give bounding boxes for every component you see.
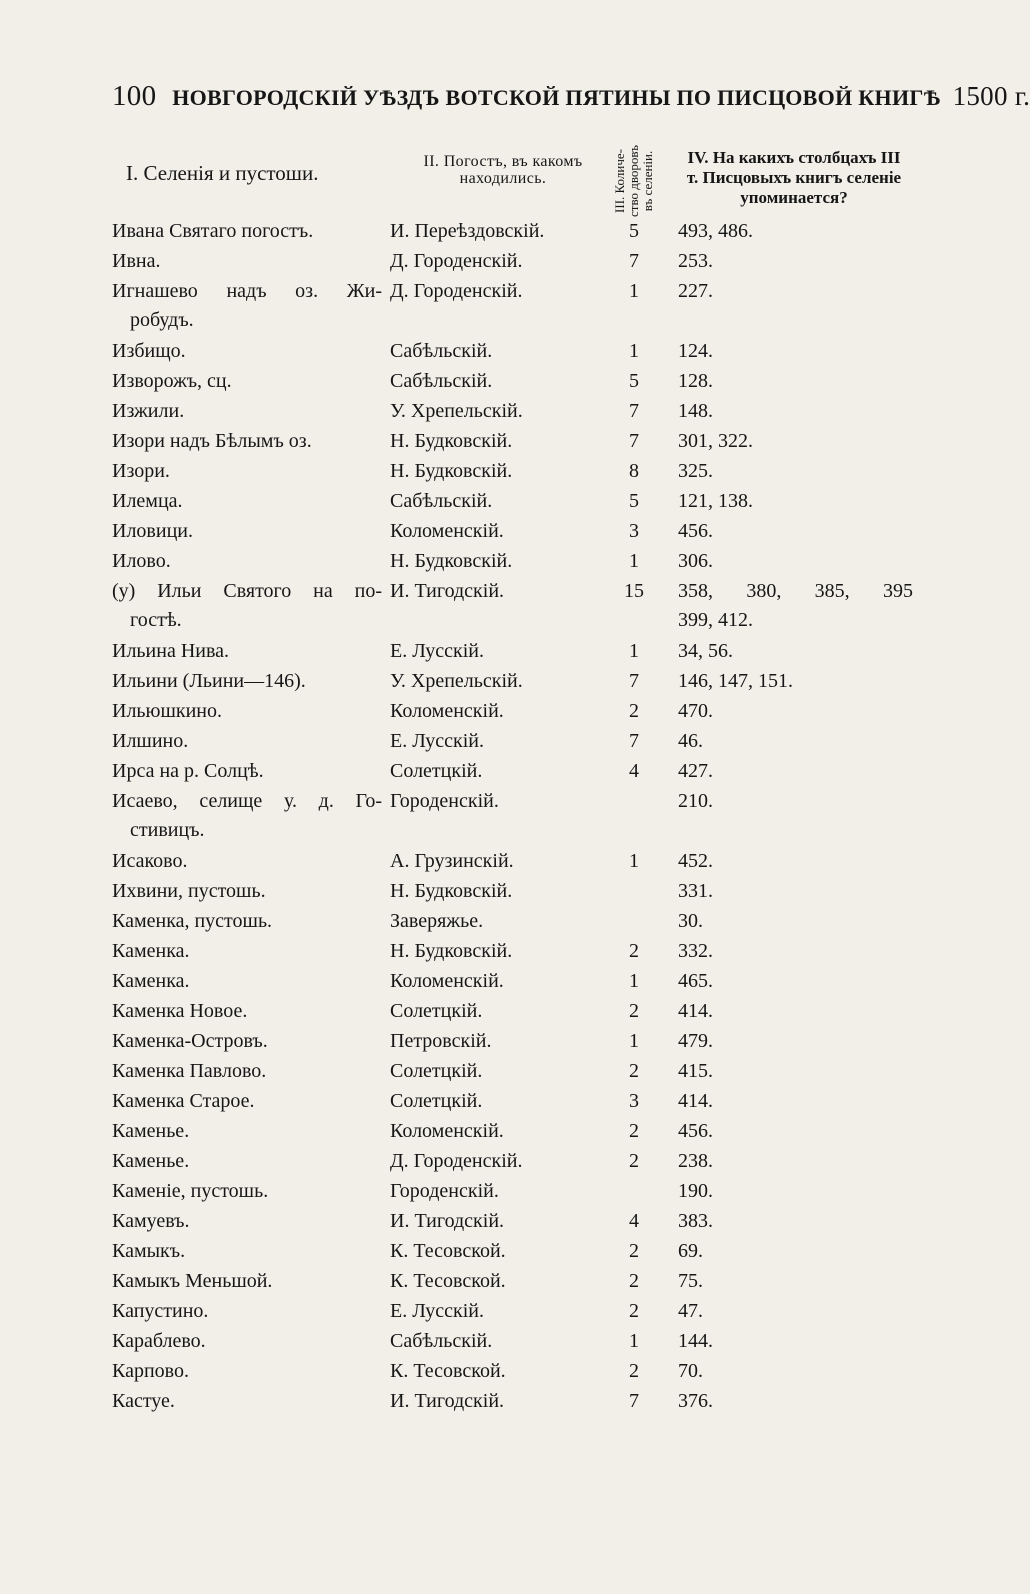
settlement-name-text: Ивана Святаго погостъ. [112, 220, 314, 242]
column-references-text: 427. [678, 760, 713, 782]
settlement-name-continuation: гостѣ. [130, 609, 182, 631]
column-references [678, 1180, 913, 1203]
settlement-name [112, 850, 382, 873]
table-row [0, 1210, 1000, 1240]
household-count: 2 [629, 1060, 639, 1082]
household-count: 7 [629, 670, 639, 692]
household-count: 7 [629, 430, 639, 452]
settlement-name [112, 1060, 382, 1083]
table-row [0, 370, 1000, 400]
settlement-name-text: Камуевъ. [112, 1210, 190, 1232]
household-count: 2 [629, 940, 639, 962]
pogost-name: Петровскій. [390, 1030, 492, 1052]
table-row [0, 550, 1000, 580]
column-header-columns: IV. На какихъ столбцахъ III т. Писцовыхъ книгъ селеніе упоминается? [686, 148, 902, 208]
table-row [0, 520, 1000, 550]
table-row [0, 1030, 1000, 1060]
settlement-name [112, 640, 382, 663]
household-count: 5 [629, 370, 639, 392]
pogost-name: Сабѣльскій. [390, 490, 493, 512]
column-references-text: 376. [678, 1390, 713, 1412]
household-count: 1 [629, 1030, 639, 1052]
settlement-name-text: Каменка. [112, 970, 190, 992]
table-row [0, 490, 1000, 520]
settlement-name [112, 1330, 382, 1353]
pogost-name: Н. Будковскій. [390, 880, 513, 902]
table-row [0, 580, 1000, 631]
column-references [678, 520, 913, 543]
table-row [0, 760, 1000, 790]
table-row [0, 1300, 1000, 1330]
settlement-name [112, 1390, 382, 1413]
settlement-name-text: Камыкъ. [112, 1240, 186, 1262]
column-references [678, 580, 913, 631]
settlement-name [112, 460, 382, 483]
household-count: 4 [629, 760, 639, 782]
column-references-text: 30. [678, 910, 703, 932]
settlement-name [112, 1000, 382, 1023]
household-count: 7 [629, 1390, 639, 1412]
settlement-name-text: Каменка Новое. [112, 1000, 248, 1022]
column-references-text: 414. [678, 1000, 713, 1022]
settlement-name-text: Избищо. [112, 340, 186, 362]
pogost-name: Д. Городенскій. [390, 250, 523, 272]
settlement-name-text: Ильюшкино. [112, 700, 223, 722]
column-references-text: 144. [678, 1330, 713, 1352]
pogost-name: К. Тесовской. [390, 1240, 506, 1262]
pogost-name: У. Хрепельскій. [390, 400, 523, 422]
settlement-name-text: Каменка-Островъ. [112, 1030, 268, 1052]
settlement-name [112, 400, 382, 423]
column-references-text: 358, 380, 385, 395 [678, 580, 913, 602]
table-row [0, 340, 1000, 370]
settlement-name [112, 340, 382, 363]
settlement-name [112, 1150, 382, 1173]
pogost-name: Сабѣльскій. [390, 1330, 493, 1352]
settlement-name-text: Илово. [112, 550, 171, 572]
settlement-name-text: Каменка Старое. [112, 1090, 255, 1112]
table-row [0, 790, 1000, 841]
pogost-name: Заверяжье. [390, 910, 484, 932]
pogost-name: Е. Лусскій. [390, 730, 485, 752]
settlement-name [112, 1120, 382, 1143]
settlement-name-text: Каменка. [112, 940, 190, 962]
column-references-text: 124. [678, 340, 713, 362]
column-references-text: 46. [678, 730, 703, 752]
column-references [678, 460, 913, 483]
settlement-name-text: (у) Ильи Святого на по- [112, 580, 382, 602]
column-references-continuation: 399, 412. [678, 609, 753, 631]
settlement-name-text: Ивна. [112, 250, 161, 272]
column-header-households-line3: въ селеніи. [640, 150, 656, 212]
pogost-name: Н. Будковскій. [390, 430, 513, 452]
table-row [0, 220, 1000, 250]
pogost-name: И. Тигодскій. [390, 1210, 505, 1232]
column-references-text: 414. [678, 1090, 713, 1112]
column-header-settlements: I. Селенія и пустоши. [126, 161, 319, 185]
settlement-name-text: Каменка, пустошь. [112, 910, 273, 932]
page-number: 100 [112, 80, 157, 112]
household-count: 1 [629, 970, 639, 992]
settlement-name [112, 520, 382, 543]
column-references [678, 1210, 913, 1233]
column-references-text: 70. [678, 1360, 703, 1382]
table-row [0, 280, 1000, 331]
household-count: 2 [629, 1360, 639, 1382]
settlement-name-text: Капустино. [112, 1300, 209, 1322]
column-references-text: 75. [678, 1270, 703, 1292]
column-references [678, 910, 913, 933]
column-references-text: 47. [678, 1300, 703, 1322]
settlement-name-text: Изори надъ Бѣлымъ оз. [112, 430, 312, 452]
column-references [678, 550, 913, 573]
column-references-text: 69. [678, 1240, 703, 1262]
pogost-name: И. Тигодскій. [390, 1390, 505, 1412]
pogost-name: Д. Городенскій. [390, 280, 523, 302]
settlement-name [112, 1210, 382, 1233]
settlement-name [112, 1180, 382, 1203]
settlement-name [112, 880, 382, 903]
pogost-name: Коломенскій. [390, 520, 504, 542]
pogost-name: Е. Лусскій. [390, 1300, 485, 1322]
table-row [0, 640, 1000, 670]
household-count: 2 [629, 1270, 639, 1292]
settlement-name [112, 940, 382, 963]
column-references [678, 1270, 913, 1293]
column-references [678, 1330, 913, 1353]
column-references [678, 1240, 913, 1263]
column-references [678, 850, 913, 873]
settlement-name-text: Каменіе, пустошь. [112, 1180, 269, 1202]
settlement-name-text: Игнашево надъ оз. Жи- [112, 280, 382, 302]
pogost-name: К. Тесовской. [390, 1360, 506, 1382]
household-count: 8 [629, 460, 639, 482]
column-references-text: 332. [678, 940, 713, 962]
settlement-name [112, 970, 382, 993]
column-references [678, 970, 913, 993]
household-count: 7 [629, 730, 639, 752]
settlement-name [112, 580, 382, 631]
column-references [678, 880, 913, 903]
settlement-name [112, 490, 382, 513]
column-references [678, 1150, 913, 1173]
household-count: 1 [629, 1330, 639, 1352]
table-row [0, 1000, 1000, 1030]
column-references [678, 730, 913, 753]
table-row [0, 1120, 1000, 1150]
settlement-name [112, 250, 382, 273]
settlement-name [112, 790, 382, 841]
pogost-name: Сабѣльскій. [390, 370, 493, 392]
page-year: 1500 г. [952, 81, 1030, 111]
column-references [678, 760, 913, 783]
table-row [0, 1060, 1000, 1090]
column-references-text: 493, 486. [678, 220, 753, 242]
household-count: 7 [629, 400, 639, 422]
pogost-name: У. Хрепельскій. [390, 670, 523, 692]
pogost-name: Д. Городенскій. [390, 1150, 523, 1172]
settlement-name [112, 760, 382, 783]
column-references [678, 1090, 913, 1113]
column-references [678, 790, 913, 813]
column-references [678, 700, 913, 723]
table-row [0, 400, 1000, 430]
column-references-text: 331. [678, 880, 713, 902]
household-count: 7 [629, 250, 639, 272]
column-references [678, 250, 913, 273]
table-row [0, 700, 1000, 730]
pogost-name: И. Тигодскій. [390, 580, 505, 602]
settlement-name [112, 910, 382, 933]
settlement-name [112, 730, 382, 753]
settlement-name [112, 1090, 382, 1113]
table-row [0, 670, 1000, 700]
pogost-name: К. Тесовской. [390, 1270, 506, 1292]
settlement-name-text: Кастуе. [112, 1390, 175, 1412]
household-count: 2 [629, 1120, 639, 1142]
pogost-name: Н. Будковскій. [390, 550, 513, 572]
settlement-name [112, 1270, 382, 1293]
table-row [0, 1360, 1000, 1390]
pogost-name: Солетцкій. [390, 1000, 483, 1022]
settlement-name-text: Ильини (Льини—146). [112, 670, 306, 692]
column-references [678, 280, 913, 303]
column-references-text: 146, 147, 151. [678, 670, 793, 692]
column-references-text: 452. [678, 850, 713, 872]
settlement-name-text: Каменка Павлово. [112, 1060, 267, 1082]
settlement-name-text: Исаево, селище у. д. Го- [112, 790, 382, 812]
household-count: 15 [624, 580, 644, 602]
column-references [678, 1360, 913, 1383]
pogost-name: Коломенскій. [390, 700, 504, 722]
pogost-name: Н. Будковскій. [390, 940, 513, 962]
settlement-name-text: Изжили. [112, 400, 185, 422]
table-row [0, 1150, 1000, 1180]
household-count: 5 [629, 220, 639, 242]
column-header-households-line2: ство дворовъ [626, 145, 642, 217]
column-references [678, 1300, 913, 1323]
column-references-text: 479. [678, 1030, 713, 1052]
settlement-name-text: Илемца. [112, 490, 183, 512]
household-count: 2 [629, 700, 639, 722]
column-references [678, 220, 913, 243]
settlement-name [112, 1030, 382, 1053]
pogost-name: Солетцкій. [390, 760, 483, 782]
column-references-text: 210. [678, 790, 713, 812]
column-references-text: 301, 322. [678, 430, 753, 452]
settlement-name [112, 220, 382, 243]
pogost-name: Н. Будковскій. [390, 460, 513, 482]
table-row [0, 910, 1000, 940]
settlement-name-text: Ихвини, пустошь. [112, 880, 266, 902]
household-count: 1 [629, 280, 639, 302]
household-count: 3 [629, 520, 639, 542]
column-references-text: 306. [678, 550, 713, 572]
household-count: 1 [629, 340, 639, 362]
household-count: 2 [629, 1150, 639, 1172]
settlement-name [112, 280, 382, 331]
column-references [678, 940, 913, 963]
settlement-name-text: Караблево. [112, 1330, 206, 1352]
column-references [678, 340, 913, 363]
column-references-text: 253. [678, 250, 713, 272]
household-count: 4 [629, 1210, 639, 1232]
column-references [678, 370, 913, 393]
settlement-name [112, 550, 382, 573]
settlement-name-text: Илшино. [112, 730, 189, 752]
household-count: 3 [629, 1090, 639, 1112]
table-row [0, 1270, 1000, 1300]
column-references [678, 1120, 913, 1143]
household-count: 5 [629, 490, 639, 512]
table-row [0, 970, 1000, 1000]
column-references [678, 430, 913, 453]
household-count: 1 [629, 640, 639, 662]
column-references-text: 456. [678, 520, 713, 542]
settlement-name-text: Каменье. [112, 1150, 190, 1172]
column-references-text: 383. [678, 1210, 713, 1232]
column-references-text: 148. [678, 400, 713, 422]
column-references-text: 227. [678, 280, 713, 302]
settlement-name-text: Ирса на р. Солцѣ. [112, 760, 264, 782]
column-references-text: 415. [678, 1060, 713, 1082]
column-references [678, 400, 913, 423]
pogost-name: А. Грузинскій. [390, 850, 514, 872]
settlement-name [112, 670, 382, 693]
column-references-text: 325. [678, 460, 713, 482]
pogost-name: Е. Лусскій. [390, 640, 485, 662]
settlement-name-text: Изворожъ, сц. [112, 370, 232, 392]
household-count: 1 [629, 850, 639, 872]
household-count: 2 [629, 1240, 639, 1262]
settlement-name-continuation: робудъ. [130, 309, 194, 331]
column-references [678, 640, 913, 663]
settlement-name [112, 1360, 382, 1383]
household-count: 2 [629, 1000, 639, 1022]
settlement-name [112, 370, 382, 393]
table-row [0, 880, 1000, 910]
column-references [678, 1030, 913, 1053]
column-header-pogost: II. Погостъ, въ какомъ находились. [423, 153, 583, 187]
column-references-text: 238. [678, 1150, 713, 1172]
pogost-name: И. Переѣздовскій. [390, 220, 545, 242]
pogost-name: Солетцкій. [390, 1060, 483, 1082]
pogost-name: Солетцкій. [390, 1090, 483, 1112]
pogost-name: Городенскій. [390, 1180, 499, 1202]
table-row [0, 850, 1000, 880]
settlement-name [112, 1300, 382, 1323]
settlement-name [112, 430, 382, 453]
table-row [0, 1330, 1000, 1360]
column-references [678, 1060, 913, 1083]
table-row [0, 940, 1000, 970]
column-header-households [613, 128, 677, 234]
settlement-name-text: Ильина Нива. [112, 640, 230, 662]
settlement-name-text: Каменье. [112, 1120, 190, 1142]
page-header [112, 80, 1030, 120]
table-row [0, 1240, 1000, 1270]
settlement-name-text: Камыкъ Меньшой. [112, 1270, 273, 1292]
settlement-name-text: Иловици. [112, 520, 193, 542]
page-title: НОВГОРОДСКІЙ УѢЗДЪ ВОТСКОЙ ПЯТИНЫ ПО ПИСЦОВОЙ КНИГѢ [172, 85, 941, 110]
column-references [678, 670, 913, 693]
pogost-name: Сабѣльскій. [390, 340, 493, 362]
column-references [678, 490, 913, 513]
column-references-text: 34, 56. [678, 640, 733, 662]
pogost-name: Городенскій. [390, 790, 499, 812]
column-references-text: 470. [678, 700, 713, 722]
table-row [0, 250, 1000, 280]
table-row [0, 430, 1000, 460]
settlement-name-continuation: стивицъ. [130, 819, 205, 841]
pogost-name: Коломенскій. [390, 1120, 504, 1142]
column-references [678, 1000, 913, 1023]
column-header-households-line1: III. Количе- [612, 149, 627, 213]
table-row [0, 730, 1000, 760]
table-row [0, 1090, 1000, 1120]
settlement-name-text: Исаково. [112, 850, 188, 872]
column-references-text: 190. [678, 1180, 713, 1202]
household-count: 1 [629, 550, 639, 572]
table-row [0, 1390, 1000, 1420]
table-row [0, 1180, 1000, 1210]
settlement-name-text: Карпово. [112, 1360, 189, 1382]
settlement-name-text: Изори. [112, 460, 170, 482]
column-references [678, 1390, 913, 1413]
settlement-name [112, 700, 382, 723]
column-references-text: 465. [678, 970, 713, 992]
household-count: 2 [629, 1300, 639, 1322]
pogost-name: Коломенскій. [390, 970, 504, 992]
column-references-text: 121, 138. [678, 490, 753, 512]
table-row [0, 460, 1000, 490]
column-references-text: 456. [678, 1120, 713, 1142]
settlement-name [112, 1240, 382, 1263]
column-references-text: 128. [678, 370, 713, 392]
